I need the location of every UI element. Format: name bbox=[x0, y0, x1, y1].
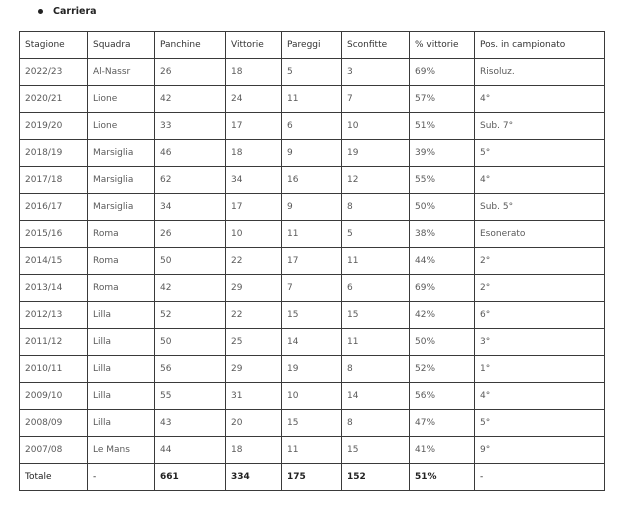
cell-panchine: 33 bbox=[155, 113, 226, 140]
cell-stagione: 2013/14 bbox=[20, 275, 88, 302]
cell-pos-campionato: 5° bbox=[475, 410, 605, 437]
cell-stagione: 2010/11 bbox=[20, 356, 88, 383]
cell-vittorie: 17 bbox=[226, 113, 282, 140]
table-row bbox=[20, 383, 605, 410]
cell-sconfitte: 6 bbox=[342, 275, 410, 302]
table-row bbox=[20, 356, 605, 383]
cell-panchine: 26 bbox=[155, 59, 226, 86]
total-label: Totale bbox=[20, 464, 88, 491]
cell-panchine: 42 bbox=[155, 86, 226, 113]
total-row bbox=[20, 464, 605, 491]
bullet-icon bbox=[38, 9, 43, 14]
cell-sconfitte: 11 bbox=[342, 248, 410, 275]
cell-pos-campionato: 4° bbox=[475, 383, 605, 410]
table-row bbox=[20, 302, 605, 329]
table-row bbox=[20, 194, 605, 221]
cell-pareggi: 11 bbox=[282, 437, 342, 464]
cell-stagione: 2012/13 bbox=[20, 302, 88, 329]
cell-pos-campionato: 1° bbox=[475, 356, 605, 383]
cell-sconfitte: 7 bbox=[342, 86, 410, 113]
cell-squadra: Lilla bbox=[88, 383, 155, 410]
cell-stagione: 2018/19 bbox=[20, 140, 88, 167]
table-row bbox=[20, 437, 605, 464]
cell-sconfitte: 8 bbox=[342, 410, 410, 437]
cell-vittorie: 20 bbox=[226, 410, 282, 437]
cell-panchine: 50 bbox=[155, 248, 226, 275]
cell-percent-vittorie: 47% bbox=[410, 410, 475, 437]
cell-percent-vittorie: 55% bbox=[410, 167, 475, 194]
section-label: Carriera bbox=[53, 6, 97, 17]
cell-stagione: 2011/12 bbox=[20, 329, 88, 356]
cell-pos-campionato: Sub. 7° bbox=[475, 113, 605, 140]
cell-pos-campionato: Esonerato bbox=[475, 221, 605, 248]
cell-sconfitte: 5 bbox=[342, 221, 410, 248]
cell-sconfitte: 15 bbox=[342, 302, 410, 329]
cell-squadra: Lione bbox=[88, 113, 155, 140]
cell-stagione: 2015/16 bbox=[20, 221, 88, 248]
section-item-carriera bbox=[38, 5, 97, 19]
table-row bbox=[20, 275, 605, 302]
cell-panchine: 50 bbox=[155, 329, 226, 356]
cell-stagione: 2014/15 bbox=[20, 248, 88, 275]
cell-squadra: Lione bbox=[88, 86, 155, 113]
cell-squadra: Marsiglia bbox=[88, 167, 155, 194]
header-pos-campionato: Pos. in campionato bbox=[475, 32, 605, 59]
cell-pos-campionato: 6° bbox=[475, 302, 605, 329]
cell-panchine: 44 bbox=[155, 437, 226, 464]
cell-pos-campionato: 2° bbox=[475, 248, 605, 275]
cell-squadra: Roma bbox=[88, 221, 155, 248]
total-vittorie: 334 bbox=[226, 464, 282, 491]
cell-vittorie: 18 bbox=[226, 437, 282, 464]
header-sconfitte: Sconfitte bbox=[342, 32, 410, 59]
cell-squadra: Marsiglia bbox=[88, 140, 155, 167]
cell-vittorie: 18 bbox=[226, 59, 282, 86]
cell-vittorie: 29 bbox=[226, 356, 282, 383]
cell-vittorie: 29 bbox=[226, 275, 282, 302]
cell-stagione: 2016/17 bbox=[20, 194, 88, 221]
table-header bbox=[20, 32, 605, 59]
cell-pareggi: 5 bbox=[282, 59, 342, 86]
total-squadra: - bbox=[88, 464, 155, 491]
cell-pareggi: 15 bbox=[282, 302, 342, 329]
section-list bbox=[38, 5, 97, 19]
cell-panchine: 43 bbox=[155, 410, 226, 437]
cell-panchine: 56 bbox=[155, 356, 226, 383]
cell-sconfitte: 8 bbox=[342, 356, 410, 383]
cell-squadra: Lilla bbox=[88, 356, 155, 383]
cell-percent-vittorie: 56% bbox=[410, 383, 475, 410]
cell-percent-vittorie: 69% bbox=[410, 275, 475, 302]
cell-panchine: 42 bbox=[155, 275, 226, 302]
cell-stagione: 2017/18 bbox=[20, 167, 88, 194]
cell-pareggi: 9 bbox=[282, 194, 342, 221]
total-pos-campionato: - bbox=[475, 464, 605, 491]
cell-sconfitte: 10 bbox=[342, 113, 410, 140]
table-row bbox=[20, 113, 605, 140]
cell-vittorie: 34 bbox=[226, 167, 282, 194]
cell-sconfitte: 8 bbox=[342, 194, 410, 221]
cell-vittorie: 17 bbox=[226, 194, 282, 221]
cell-pareggi: 11 bbox=[282, 221, 342, 248]
cell-stagione: 2022/23 bbox=[20, 59, 88, 86]
header-stagione: Stagione bbox=[20, 32, 88, 59]
cell-vittorie: 18 bbox=[226, 140, 282, 167]
cell-stagione: 2020/21 bbox=[20, 86, 88, 113]
cell-vittorie: 31 bbox=[226, 383, 282, 410]
cell-stagione: 2019/20 bbox=[20, 113, 88, 140]
cell-squadra: Lilla bbox=[88, 329, 155, 356]
table-row bbox=[20, 86, 605, 113]
table-row bbox=[20, 248, 605, 275]
cell-panchine: 55 bbox=[155, 383, 226, 410]
cell-percent-vittorie: 57% bbox=[410, 86, 475, 113]
cell-pos-campionato: Risoluz. bbox=[475, 59, 605, 86]
career-table bbox=[19, 31, 605, 491]
cell-vittorie: 22 bbox=[226, 302, 282, 329]
cell-sconfitte: 14 bbox=[342, 383, 410, 410]
header-pareggi: Pareggi bbox=[282, 32, 342, 59]
table-body bbox=[20, 59, 605, 491]
cell-panchine: 52 bbox=[155, 302, 226, 329]
cell-stagione: 2008/09 bbox=[20, 410, 88, 437]
cell-percent-vittorie: 69% bbox=[410, 59, 475, 86]
header-vittorie: Vittorie bbox=[226, 32, 282, 59]
cell-pareggi: 9 bbox=[282, 140, 342, 167]
cell-stagione: 2009/10 bbox=[20, 383, 88, 410]
cell-percent-vittorie: 50% bbox=[410, 194, 475, 221]
cell-panchine: 46 bbox=[155, 140, 226, 167]
header-squadra: Squadra bbox=[88, 32, 155, 59]
table-row bbox=[20, 410, 605, 437]
cell-percent-vittorie: 41% bbox=[410, 437, 475, 464]
total-panchine: 661 bbox=[155, 464, 226, 491]
cell-pos-campionato: 9° bbox=[475, 437, 605, 464]
cell-pos-campionato: 5° bbox=[475, 140, 605, 167]
header-percent-vittorie: % vittorie bbox=[410, 32, 475, 59]
cell-pareggi: 16 bbox=[282, 167, 342, 194]
cell-pareggi: 14 bbox=[282, 329, 342, 356]
cell-squadra: Al-Nassr bbox=[88, 59, 155, 86]
table-row bbox=[20, 140, 605, 167]
cell-pos-campionato: 4° bbox=[475, 86, 605, 113]
cell-sconfitte: 3 bbox=[342, 59, 410, 86]
cell-vittorie: 22 bbox=[226, 248, 282, 275]
cell-percent-vittorie: 42% bbox=[410, 302, 475, 329]
cell-panchine: 34 bbox=[155, 194, 226, 221]
cell-panchine: 26 bbox=[155, 221, 226, 248]
cell-squadra: Roma bbox=[88, 248, 155, 275]
cell-pareggi: 15 bbox=[282, 410, 342, 437]
cell-percent-vittorie: 52% bbox=[410, 356, 475, 383]
cell-pareggi: 7 bbox=[282, 275, 342, 302]
header-panchine: Panchine bbox=[155, 32, 226, 59]
cell-pos-campionato: 2° bbox=[475, 275, 605, 302]
cell-panchine: 62 bbox=[155, 167, 226, 194]
cell-pareggi: 11 bbox=[282, 86, 342, 113]
cell-squadra: Lilla bbox=[88, 410, 155, 437]
cell-pareggi: 6 bbox=[282, 113, 342, 140]
cell-percent-vittorie: 44% bbox=[410, 248, 475, 275]
total-percent-vittorie: 51% bbox=[410, 464, 475, 491]
cell-percent-vittorie: 38% bbox=[410, 221, 475, 248]
header-row bbox=[20, 32, 605, 59]
cell-pareggi: 17 bbox=[282, 248, 342, 275]
cell-percent-vittorie: 51% bbox=[410, 113, 475, 140]
cell-squadra: Roma bbox=[88, 275, 155, 302]
cell-pos-campionato: 4° bbox=[475, 167, 605, 194]
cell-squadra: Le Mans bbox=[88, 437, 155, 464]
cell-percent-vittorie: 50% bbox=[410, 329, 475, 356]
cell-percent-vittorie: 39% bbox=[410, 140, 475, 167]
cell-squadra: Lilla bbox=[88, 302, 155, 329]
table-row bbox=[20, 167, 605, 194]
cell-pareggi: 19 bbox=[282, 356, 342, 383]
cell-vittorie: 25 bbox=[226, 329, 282, 356]
cell-stagione: 2007/08 bbox=[20, 437, 88, 464]
cell-squadra: Marsiglia bbox=[88, 194, 155, 221]
cell-sconfitte: 15 bbox=[342, 437, 410, 464]
total-sconfitte: 152 bbox=[342, 464, 410, 491]
table-row bbox=[20, 59, 605, 86]
cell-sconfitte: 12 bbox=[342, 167, 410, 194]
table-row bbox=[20, 221, 605, 248]
table-row bbox=[20, 329, 605, 356]
cell-vittorie: 10 bbox=[226, 221, 282, 248]
cell-sconfitte: 19 bbox=[342, 140, 410, 167]
cell-pos-campionato: 3° bbox=[475, 329, 605, 356]
cell-sconfitte: 11 bbox=[342, 329, 410, 356]
cell-vittorie: 24 bbox=[226, 86, 282, 113]
cell-pos-campionato: Sub. 5° bbox=[475, 194, 605, 221]
cell-pareggi: 10 bbox=[282, 383, 342, 410]
total-pareggi: 175 bbox=[282, 464, 342, 491]
